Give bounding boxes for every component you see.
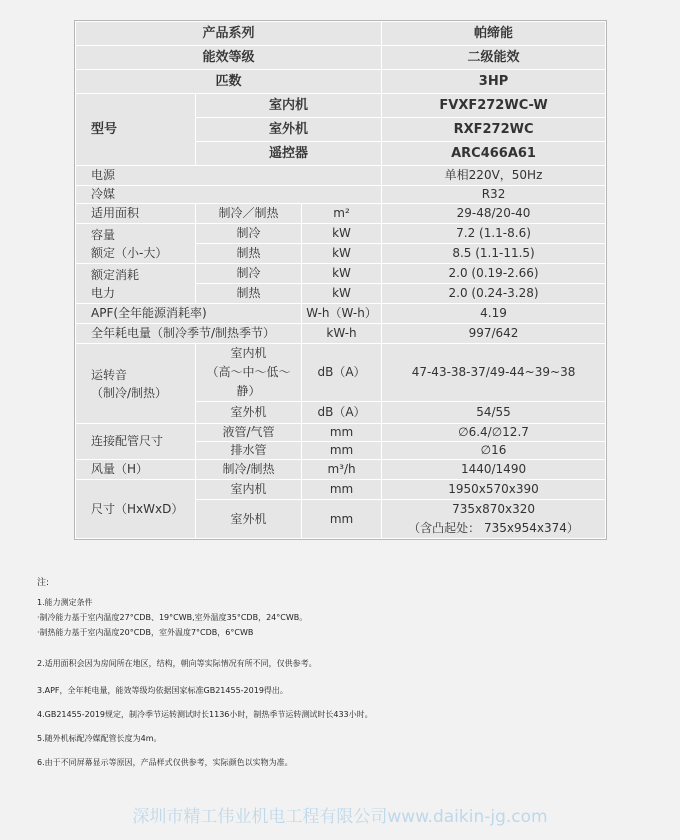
apf-unit: W-h（W-h） [302,304,382,324]
note-4: 4.GB21455-2019规定，制冷季节运转测试时长1136小时，制热季节运转测试时长433小时。 [37,710,373,719]
capacity-label-1: 容量 [91,227,116,242]
area-label: 适用面积 [76,204,196,224]
dimensions-indoor-part: 室内机 [196,480,302,500]
model-indoor-value: FVXF272WC-W [382,94,606,118]
capacity-heat-unit: kW [302,244,382,264]
noise-outdoor-part: 室外机 [196,402,302,424]
row-airflow [76,460,606,480]
apf-value: 4.19 [382,304,606,324]
annual-value: 997/642 [382,324,606,344]
piping-liquid-gas-value: ∅6.4/∅12.7 [382,424,606,442]
row-annual [76,324,606,344]
noise-label-1: 运转音 [91,367,128,382]
note-1-heating: ·制热能力基于室内温度20°CDB，室外温度7°CDB，6°CWB [37,628,254,637]
consumption-heat-value: 2.0 (0.24-3.28) [382,284,606,304]
apf-label: APF(全年能源消耗率) [76,304,302,324]
spec-table [75,21,606,539]
noise-indoor-part-1: 室内机 [230,346,267,360]
capacity-cool-value: 7.2 (1.1-8.6) [382,224,606,244]
note-1-cooling: ·制冷能力基于室内温度27°CDB、19°CWB,室外温度35°CDB，24°CWB。 [37,613,308,622]
notes [37,578,657,768]
horsepower-label: 匹数 [76,70,382,94]
piping-drain-value: ∅16 [382,442,606,460]
noise-label-2: （制冷/制热） [91,385,168,400]
power-label: 电源 [76,166,382,186]
model-indoor-label: 室内机 [196,94,382,118]
watermark: 深圳市精工伟业机电工程有限公司www.daikin-jg.com [132,807,548,827]
note-1-title: 1.能力测定条件 [37,598,93,607]
model-remote-label: 遥控器 [196,142,382,166]
piping-liquid-gas-part: 液管/气管 [196,424,302,442]
noise-indoor-unit: dB（A） [302,344,382,402]
consumption-heat-mode: 制热 [196,284,302,304]
dimensions-outdoor-unit: mm [302,500,382,539]
row-noise-indoor [76,344,606,402]
series-label: 产品系列 [76,22,382,46]
row-piping-liquid-gas [76,424,606,442]
consumption-cool-value: 2.0 (0.19-2.66) [382,264,606,284]
piping-drain-part: 排水管 [196,442,302,460]
capacity-cool-mode: 制冷 [196,224,302,244]
piping-drain-unit: mm [302,442,382,460]
consumption-label [76,264,196,304]
annual-label: 全年耗电量（制冷季节/制热季节） [76,324,302,344]
row-capacity-cool [76,224,606,244]
dimensions-indoor-value: 1950x570x390 [382,480,606,500]
noise-indoor-value: 47-43-38-37/49-44~39~38 [382,344,606,402]
area-unit: m² [302,204,382,224]
consumption-cool-mode: 制冷 [196,264,302,284]
airflow-unit: m³/h [302,460,382,480]
row-power [76,166,606,186]
model-outdoor-label: 室外机 [196,118,382,142]
row-refrigerant [76,186,606,204]
consumption-heat-unit: kW [302,284,382,304]
refrigerant-label: 冷媒 [76,186,382,204]
note-3: 3.APF，全年耗电量，能效等级均依据国家标准GB21455-2019得出。 [37,686,288,695]
capacity-label [76,224,196,264]
row-consumption-cool [76,264,606,284]
noise-indoor-part [196,344,302,402]
dimensions-outdoor-value [382,500,606,539]
piping-liquid-gas-unit: mm [302,424,382,442]
capacity-heat-value: 8.5 (1.1-11.5) [382,244,606,264]
capacity-heat-mode: 制热 [196,244,302,264]
horsepower-value: 3HP [382,70,606,94]
consumption-label-2: 电力 [91,285,116,300]
dimensions-indoor-unit: mm [302,480,382,500]
piping-label: 连接配管尺寸 [76,424,196,460]
model-remote-value: ARC466A61 [382,142,606,166]
noise-indoor-part-2: （高～中～低～静） [206,365,291,398]
noise-outdoor-value: 54/55 [382,402,606,424]
airflow-mode: 制冷/制热 [196,460,302,480]
dimensions-outdoor-value-1: 735x870x320 [452,502,535,516]
row-series [76,22,606,46]
dimensions-outdoor-part: 室外机 [196,500,302,539]
row-apf [76,304,606,324]
row-area [76,204,606,224]
consumption-cool-unit: kW [302,264,382,284]
row-dimensions-indoor [76,480,606,500]
area-value: 29-48/20-40 [382,204,606,224]
dimensions-label: 尺寸（HxWxD） [76,480,196,539]
row-horsepower [76,70,606,94]
dimensions-outdoor-value-2: （含凸起处： 735x954x374） [408,521,579,535]
notes-title: 注: [37,578,50,588]
note-5: 5.随外机标配冷媒配管长度为4m。 [37,734,162,743]
row-energy-grade [76,46,606,70]
series-value: 帕缔能 [382,22,606,46]
note-6: 6.由于不同屏幕显示等原因，产品样式仅供参考，实际颜色以实物为准。 [37,758,293,767]
energy-grade-value: 二级能效 [382,46,606,70]
annual-unit: kW-h [302,324,382,344]
noise-outdoor-unit: dB（A） [302,402,382,424]
noise-label [76,344,196,424]
airflow-label: 风量（H） [76,460,196,480]
consumption-label-1: 额定消耗 [91,267,140,282]
airflow-value: 1440/1490 [382,460,606,480]
model-outdoor-value: RXF272WC [382,118,606,142]
refrigerant-value: R32 [382,186,606,204]
energy-grade-label: 能效等级 [76,46,382,70]
area-mode: 制冷／制热 [196,204,302,224]
capacity-cool-unit: kW [302,224,382,244]
model-label: 型号 [76,94,196,166]
capacity-label-2: 额定（小-大） [91,245,168,260]
note-2: 2.适用面积会因为房间所在地区，结构，朝向等实际情况有所不同，仅供参考。 [37,659,317,668]
row-model-indoor [76,94,606,118]
power-value: 单相220V，50Hz [382,166,606,186]
